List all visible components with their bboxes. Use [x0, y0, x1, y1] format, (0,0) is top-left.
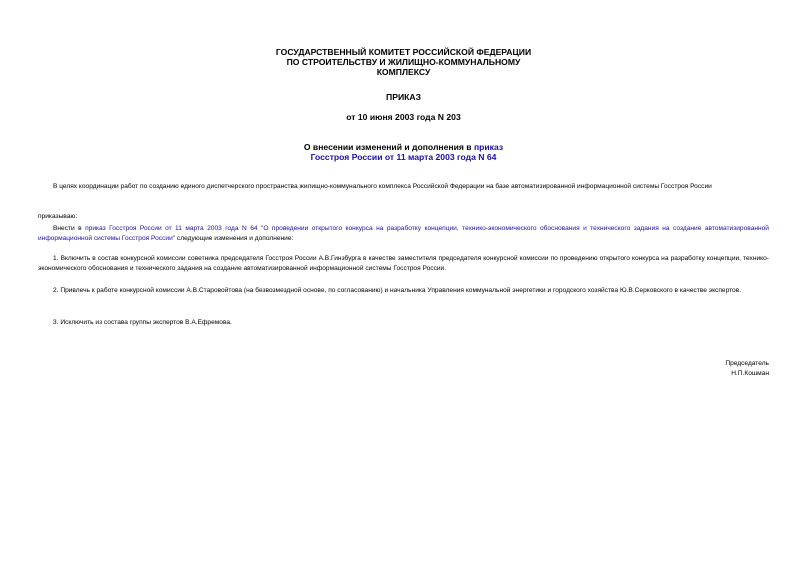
authority-line-2: ПО СТРОИТЕЛЬСТВУ И ЖИЛИЩНО-КОММУНАЛЬНОМУ: [286, 57, 521, 67]
amended-order-link[interactable]: приказ Госстроя России от 11 марта 2003 года N 64 "О проведении открытого конкурса на разработку концепции, технико-экономического обоснования и технического задания на создание автоматизированной информационной системы Госстроя России": [38, 225, 769, 242]
command-word: приказываю:: [38, 213, 78, 220]
authority-line-1: ГОСУДАРСТВЕННЫЙ КОМИТЕТ РОССИЙСКОЙ ФЕДЕРАЦИИ: [275, 47, 532, 57]
amend-paragraph: [38, 224, 769, 244]
intro-paragraph: В целях координации работ по созданию единого диспетчерского пространства жилищно-коммунального комплекса Российской Федерации на базе автоматизированной информационной системы Госстроя России: [53, 183, 712, 190]
subject-text: О внесении изменений и дополнения в: [303, 142, 474, 152]
list-item: 2. Привлечь к работе конкурсной комиссии А.В.Старовойтова (на безвозмездной основе, по согласованию) и начальника Управления коммунальной энергетики и городского хозяйства Ю.В.Серковского в качестве экспертов.: [53, 287, 742, 294]
authority-line-3: КОМПЛЕКСУ: [376, 67, 431, 77]
signatory-name: Н.П.Кошман: [731, 370, 769, 377]
list-item: 3. Исключить из состава группы экспертов В.А.Ефремова.: [53, 319, 232, 326]
document-date-number: от 10 июня 2003 года N 203: [346, 112, 461, 122]
document-subject: [0, 142, 807, 162]
signature-block: [725, 359, 769, 379]
signatory-position: Председатель: [725, 360, 769, 367]
document-type: ПРИКАЗ: [386, 92, 421, 102]
list-item: 1. Включить в состав конкурсной комиссии советника председателя Госстроя России А.В.Гинзбурга в качестве заместителя председателя конкурсной комиссии по проведению открытого конкурса на разработку концепции, технико-экономического обоснования и технического задания на создание автоматизированной информационной системы Госстроя России.: [38, 255, 769, 272]
subject-link-part2[interactable]: Госстроя России от 11 марта 2003 года N 64: [310, 152, 497, 162]
issuing-authority: [0, 47, 807, 77]
subject-link-part1[interactable]: приказ: [473, 142, 504, 152]
amend-suffix: следующие изменения и дополнение:: [175, 235, 294, 242]
amend-prefix: Внести в: [53, 225, 86, 232]
